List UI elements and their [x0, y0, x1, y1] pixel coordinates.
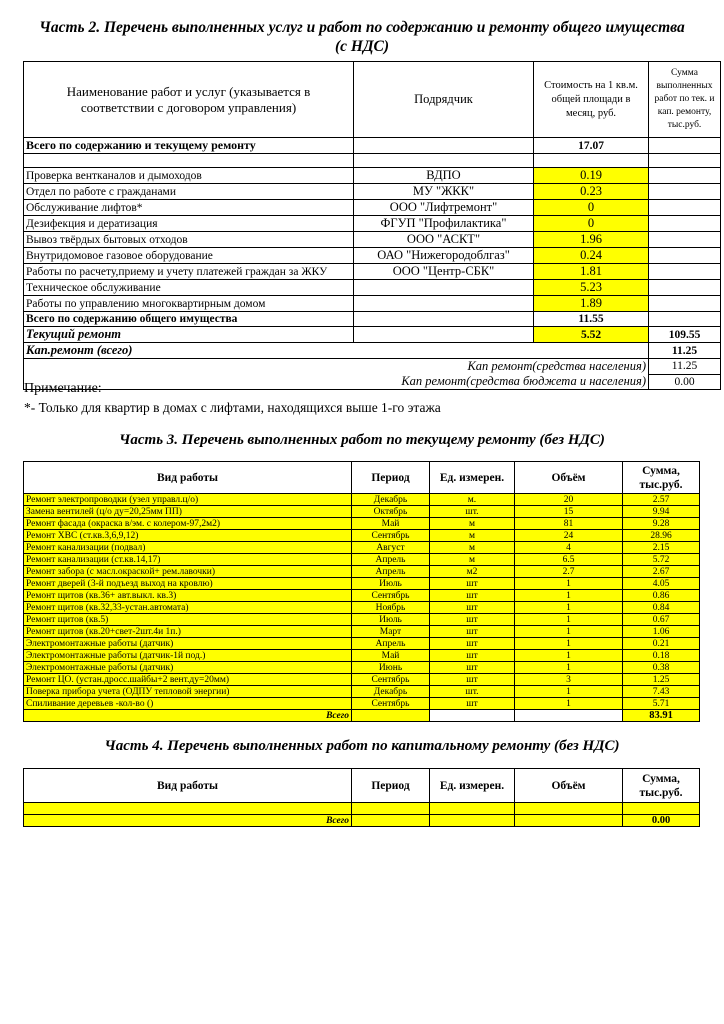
row-unit: м	[430, 530, 515, 542]
part2-row	[24, 232, 721, 248]
row-unit: шт	[430, 638, 515, 650]
row-sum: 9.94	[623, 506, 700, 518]
part3-row	[24, 650, 700, 662]
p3-header-sum: Сумма, тыс.руб.	[623, 462, 700, 494]
row-name: Техническое обслуживание	[24, 280, 354, 296]
row-volume: 6.5	[515, 554, 623, 566]
row-period: Декабрь	[352, 686, 430, 698]
row-volume: 4	[515, 542, 623, 554]
row-unit: шт.	[430, 506, 515, 518]
row-work: Замена вентилей (ц/о ду=20,25мм ПП)	[24, 506, 352, 518]
row-period: Март	[352, 626, 430, 638]
row-volume: 1	[515, 686, 623, 698]
row-contractor	[354, 296, 534, 312]
maint-total-cost: 11.55	[534, 312, 649, 327]
cap-repair-sum: 11.25	[649, 343, 721, 359]
row-cost: 5.23	[534, 280, 649, 296]
row-unit: шт	[430, 662, 515, 674]
row-period: Сентябрь	[352, 590, 430, 602]
row-unit: шт	[430, 650, 515, 662]
part2-row	[24, 168, 721, 184]
row-sum: 0.86	[623, 590, 700, 602]
row-work: Ремонт электропроводки (узел управл.ц/о)	[24, 494, 352, 506]
row-contractor: ВДПО	[354, 168, 534, 184]
row-unit: шт	[430, 590, 515, 602]
part3-row	[24, 614, 700, 626]
part4-title: Часть 4. Перечень выполненных работ по капитальному ремонту (без НДС)	[104, 738, 620, 754]
row-name: Работы по расчету,приему и учету платежей граждан за ЖКУ	[24, 264, 354, 280]
row-unit: шт	[430, 602, 515, 614]
row-work: Ремонт дверей (3-й подъезд выход на кровлю)	[24, 578, 352, 590]
row-volume: 81	[515, 518, 623, 530]
row-unit: м	[430, 554, 515, 566]
row-work: Ремонт щитов (кв.20+свет-2шт.4и 1п.)	[24, 626, 352, 638]
row-unit: шт	[430, 674, 515, 686]
p3-total-sum: 83.91	[623, 710, 700, 722]
row-volume: 1	[515, 590, 623, 602]
current-repair-sum: 109.55	[649, 327, 721, 343]
row-cost: 0.24	[534, 248, 649, 264]
row-sum: 1.25	[623, 674, 700, 686]
p4-total-label: Всего	[24, 815, 352, 827]
row-name: Внутридомовое газовое оборудование	[24, 248, 354, 264]
row-period: Сентябрь	[352, 698, 430, 710]
current-repair-label: Текущий ремонт	[24, 327, 354, 343]
row-period: Сентябрь	[352, 674, 430, 686]
row-contractor: ООО "Лифтремонт"	[354, 200, 534, 216]
p4-header-volume: Объём	[515, 769, 623, 803]
current-repair-cost: 5.52	[534, 327, 649, 343]
row-volume: 1	[515, 626, 623, 638]
row-sum: 1.06	[623, 626, 700, 638]
row-period: Июль	[352, 578, 430, 590]
p3-total-label: Всего	[24, 710, 352, 722]
row-period: Июнь	[352, 662, 430, 674]
part2-row	[24, 200, 721, 216]
row-work: Ремонт канализации (подвал)	[24, 542, 352, 554]
row-contractor: ФГУП "Профилактика"	[354, 216, 534, 232]
row-volume: 1	[515, 650, 623, 662]
row-sum: 0.67	[623, 614, 700, 626]
total-row-label: Всего по содержанию и текущему ремонту	[24, 138, 354, 154]
part3-row	[24, 674, 700, 686]
row-sum: 5.71	[623, 698, 700, 710]
part2-row	[24, 184, 721, 200]
row-sum: 28.96	[623, 530, 700, 542]
row-work: Ремонт щитов (кв.36+ авт.выкл. кв.3)	[24, 590, 352, 602]
row-sum: 7.43	[623, 686, 700, 698]
row-work: Ремонт забора (с масл.окраской+ рем.лавочки)	[24, 566, 352, 578]
row-period: Май	[352, 650, 430, 662]
row-unit: м	[430, 518, 515, 530]
row-volume: 1	[515, 638, 623, 650]
row-unit: шт	[430, 626, 515, 638]
row-volume: 24	[515, 530, 623, 542]
row-sum: 0.84	[623, 602, 700, 614]
row-work: Ремонт ХВС (ст.кв.3,6,9,12)	[24, 530, 352, 542]
row-name: Обслуживание лифтов*	[24, 200, 354, 216]
part4-table	[23, 768, 700, 827]
part3-row	[24, 638, 700, 650]
part2-row	[24, 216, 721, 232]
row-period: Июль	[352, 614, 430, 626]
row-work: Электромонтажные работы (датчик-1й под.)	[24, 650, 352, 662]
part3-row	[24, 662, 700, 674]
part3-row	[24, 494, 700, 506]
p4-empty-row	[24, 803, 352, 815]
row-work: Ремонт фасада (окраска в/эм. с колером-97,2м2)	[24, 518, 352, 530]
row-period: Сентябрь	[352, 530, 430, 542]
row-volume: 2.7	[515, 566, 623, 578]
cap-pop-label: Кап ремонт(средства населения)	[24, 359, 649, 375]
row-cost: 1.81	[534, 264, 649, 280]
row-volume: 1	[515, 578, 623, 590]
part2-title: Часть 2. Перечень выполненных услуг и работ по содержанию и ремонту общего имущества (с НДС)	[39, 19, 685, 55]
p4-header-sum: Сумма, тыс.руб.	[623, 769, 700, 803]
part3-title: Часть 3. Перечень выполненных работ по текущему ремонту (без НДС)	[119, 432, 605, 448]
row-unit: м	[430, 542, 515, 554]
header-contractor: Подрядчик	[354, 62, 534, 138]
row-sum: 0.18	[623, 650, 700, 662]
row-name: Отдел по работе с гражданами	[24, 184, 354, 200]
row-contractor	[354, 280, 534, 296]
part3-row	[24, 554, 700, 566]
row-name: Работы по управлению многоквартирным домом	[24, 296, 354, 312]
row-period: Апрель	[352, 554, 430, 566]
total-row-cost: 17.07	[534, 138, 649, 154]
row-volume: 1	[515, 698, 623, 710]
cap-pop-sum: 11.25	[649, 359, 721, 375]
part2-row	[24, 280, 721, 296]
row-volume: 1	[515, 614, 623, 626]
row-name: Проверка вентканалов и дымоходов	[24, 168, 354, 184]
p4-total-sum: 0.00	[623, 815, 700, 827]
part2-row	[24, 264, 721, 280]
row-period: Ноябрь	[352, 602, 430, 614]
row-cost: 0	[534, 200, 649, 216]
row-period: Октябрь	[352, 506, 430, 518]
p4-header-period: Период	[352, 769, 430, 803]
row-sum: 2.57	[623, 494, 700, 506]
part3-row	[24, 578, 700, 590]
part2-row	[24, 296, 721, 312]
note-label: Примечание:	[24, 381, 102, 396]
p3-header-period: Период	[352, 462, 430, 494]
part3-row	[24, 530, 700, 542]
part3-row	[24, 626, 700, 638]
row-sum: 9.28	[623, 518, 700, 530]
maint-total-label: Всего по содержанию общего имущества	[24, 312, 354, 327]
note-text: *- Только для квартир в домах с лифтами, находящихся выше 1-го этажа	[24, 400, 441, 415]
p3-header-work: Вид работы	[24, 462, 352, 494]
cap-repair-label: Кап.ремонт (всего)	[24, 343, 354, 359]
row-work: Ремонт щитов (кв.32,33-устан.автомата)	[24, 602, 352, 614]
row-period: Август	[352, 542, 430, 554]
row-work: Ремонт ЦО. (устан.дросс.шайбы+2 вент.ду=20мм)	[24, 674, 352, 686]
row-sum: 0.38	[623, 662, 700, 674]
row-work: Спиливание деревьев -кол-во ()	[24, 698, 352, 710]
row-work: Электромонтажные работы (датчик)	[24, 638, 352, 650]
cap-budget-sum: 0.00	[649, 374, 721, 390]
p4-header-work: Вид работы	[24, 769, 352, 803]
row-cost: 0.23	[534, 184, 649, 200]
row-unit: шт	[430, 698, 515, 710]
row-unit: м2	[430, 566, 515, 578]
part3-row	[24, 542, 700, 554]
part3-row	[24, 698, 700, 710]
header-sum: Сумма выполненных работ по тек. и кап. ремонту, тыс.руб.	[649, 62, 721, 138]
row-unit: шт.	[430, 686, 515, 698]
row-sum: 4.05	[623, 578, 700, 590]
p3-header-volume: Объём	[515, 462, 623, 494]
row-cost: 1.89	[534, 296, 649, 312]
row-volume: 3	[515, 674, 623, 686]
row-cost: 0.19	[534, 168, 649, 184]
row-sum: 0.21	[623, 638, 700, 650]
cap-budget-label: Кап ремонт(средства бюджета и населения)	[24, 374, 649, 390]
row-work: Ремонт канализации (ст.кв.14,17)	[24, 554, 352, 566]
row-cost: 0	[534, 216, 649, 232]
row-period: Апрель	[352, 566, 430, 578]
row-work: Ремонт щитов (кв.5)	[24, 614, 352, 626]
part3-row	[24, 590, 700, 602]
part3-row	[24, 686, 700, 698]
row-sum: 5.72	[623, 554, 700, 566]
row-work: Электромонтажные работы (датчик)	[24, 662, 352, 674]
header-name: Наименование работ и услуг (указывается в соответствии с договором управления)	[24, 62, 354, 138]
part3-row	[24, 506, 700, 518]
row-volume: 1	[515, 602, 623, 614]
part3-row	[24, 566, 700, 578]
row-sum: 2.15	[623, 542, 700, 554]
part3-table	[23, 461, 700, 722]
row-sum: 2.67	[623, 566, 700, 578]
row-cost: 1.96	[534, 232, 649, 248]
row-unit: м.	[430, 494, 515, 506]
header-cost: Стоимость на 1 кв.м. общей площади в месяц, руб.	[534, 62, 649, 138]
row-volume: 1	[515, 662, 623, 674]
row-name: Дезифекция и дератизация	[24, 216, 354, 232]
row-contractor: ОАО "Нижегородоблгаз"	[354, 248, 534, 264]
row-contractor: ООО "Центр-СБК"	[354, 264, 534, 280]
part3-row	[24, 518, 700, 530]
row-name: Вывоз твёрдых бытовых отходов	[24, 232, 354, 248]
p4-header-unit: Ед. измерен.	[430, 769, 515, 803]
row-volume: 20	[515, 494, 623, 506]
p3-header-unit: Ед. измерен.	[430, 462, 515, 494]
row-unit: шт	[430, 614, 515, 626]
part3-row	[24, 602, 700, 614]
part2-table	[23, 61, 721, 390]
row-contractor: ООО "АСКТ"	[354, 232, 534, 248]
row-contractor: МУ "ЖКК"	[354, 184, 534, 200]
row-period: Декабрь	[352, 494, 430, 506]
row-period: Май	[352, 518, 430, 530]
row-work: Поверка прибора учета (ОДПУ тепловой энергии)	[24, 686, 352, 698]
row-period: Апрель	[352, 638, 430, 650]
part2-row	[24, 248, 721, 264]
row-volume: 15	[515, 506, 623, 518]
row-unit: шт	[430, 578, 515, 590]
